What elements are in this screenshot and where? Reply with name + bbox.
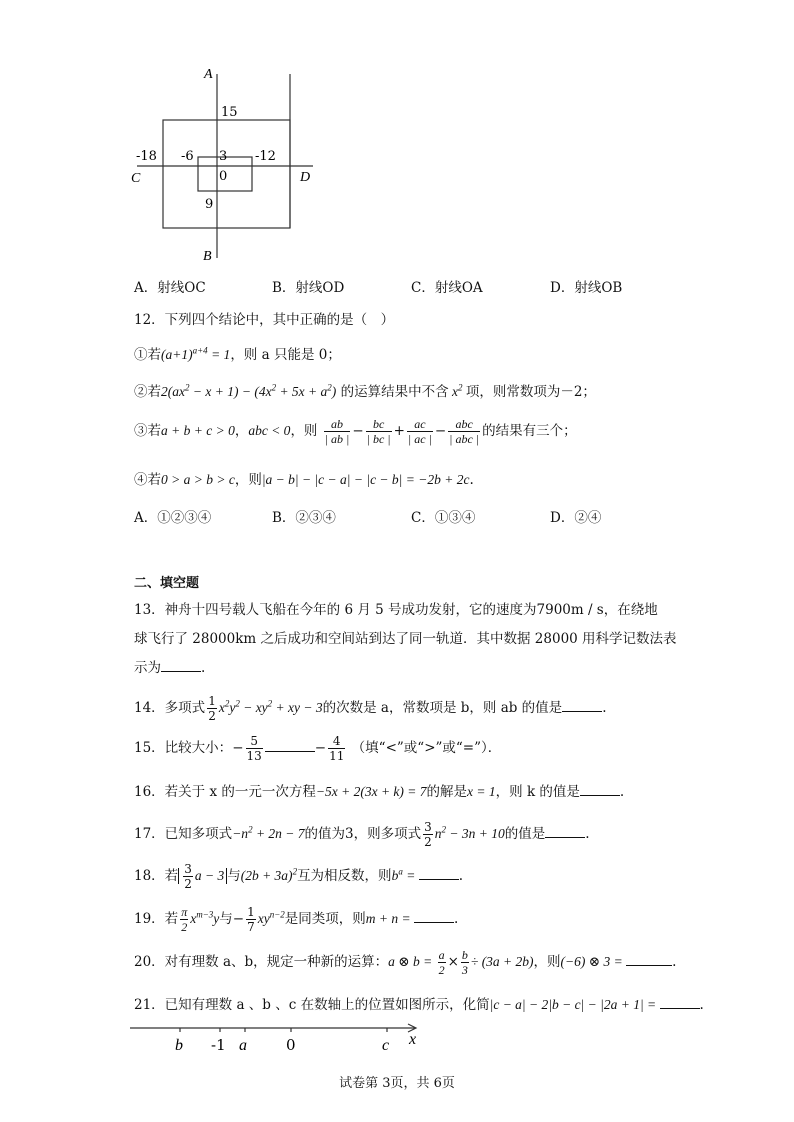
nl-label-c: c <box>382 1037 390 1054</box>
q13-answer-blank[interactable] <box>161 658 201 672</box>
label-C: C <box>131 171 141 186</box>
label-15: 15 <box>221 105 238 120</box>
number-line-figure <box>125 1020 435 1060</box>
nl-label-a: a <box>239 1037 247 1054</box>
q15: 15．比较大小：− $\frac{5}{13}$ − $\frac{4}{11}$ （填“<”或“>”或“=”）． <box>134 734 502 763</box>
q17: 17．已知多项式$-n^2 + 2n - 7$的值为3，则多项式 $\frac{3}{2}$ $n^2 - 3n + 10$的值是 . <box>134 820 590 849</box>
q13-line-2: 球飞行了 28000km 之后成功和空间站到达了同一轨道．其中数据 28000 用科学记数法表 <box>134 631 677 647</box>
q19: 19．若 $\frac{\pi}{2}$ $x^{m-3}y$与− $\frac{1}{7}$ $xy^{n-2}$是同类项，则m + n = . <box>134 905 459 934</box>
q19-answer-blank[interactable] <box>414 909 454 923</box>
nl-label-neg1: -1 <box>211 1036 226 1054</box>
q21: 21．已知有理数 a 、b 、c 在数轴上的位置如图所示，化简|c − a| − 2|b − c| − |2a + 1| = . <box>134 997 704 1013</box>
label-neg6: -6 <box>181 149 194 164</box>
label-B: B <box>203 249 212 262</box>
q11-option-d[interactable]: D．射线OB <box>550 280 623 296</box>
label-A: A <box>204 67 213 82</box>
q13-line-1: 13．神舟十四号载人飞船在今年的 6 月 5 号成功发射，它的速度为7900m / s，在绕地 <box>134 602 658 618</box>
q21-answer-blank[interactable] <box>660 995 700 1009</box>
q18-answer-blank[interactable] <box>419 866 459 880</box>
square-ray-figure <box>125 62 325 262</box>
label-D: D <box>300 170 311 185</box>
q15-answer-blank[interactable] <box>265 738 315 752</box>
q12-statement-1: ①若$(a+1)^{a+4} = 1$，则 a 只能是 0； <box>134 345 341 363</box>
q14-answer-blank[interactable] <box>562 698 602 712</box>
q13-line-3: 示为 . <box>134 660 206 676</box>
q12-statement-4: ④若0 > a > b > c，则|a − b| − |c − a| − |c − b| = −2b + 2c. <box>134 472 474 488</box>
q11-option-c[interactable]: C．射线OA <box>411 280 483 296</box>
label-9: 9 <box>205 197 214 212</box>
nl-label-b: b <box>175 1037 183 1054</box>
q12-statement-3: ③若a + b + c > 0，abc < 0，则 $\frac{ab}{| ab |}$ − $\frac{bc}{| bc |}$ + $\frac{ac}{| ac |}$ − $\frac{\text{abc}}{\text{| abc |}}$ 的结果有三个； <box>134 417 577 446</box>
q20-answer-blank[interactable] <box>626 952 672 966</box>
q12-option-a[interactable]: A．①②③④ <box>134 510 212 526</box>
q18: 18．若 $\frac{3}{2}$ a − 3 与$(2b + 3a)^2$互为相反数，则$b^a$ = . <box>134 862 463 891</box>
q16-answer-blank[interactable] <box>580 782 620 796</box>
q12-statement-2: ②若$2(ax^2 - x + 1) - (4x^2 + 5x + a^2)$ 的运算结果中不含 $x^2$ 项，则常数项为－2； <box>134 382 596 400</box>
q12-option-d[interactable]: D．②④ <box>550 510 602 526</box>
label-3: 3 <box>219 149 228 164</box>
q17-answer-blank[interactable] <box>545 824 585 838</box>
q14: 14．多项式 $\frac{1}{2}$ $x^2y^2 - xy^2$ + xy − 3的次数是 a，常数项是 b，则 ab 的值是 . <box>134 694 607 723</box>
q11-option-a[interactable]: A．射线OC <box>134 280 206 296</box>
label-neg12: -12 <box>255 149 276 164</box>
label-neg18: -18 <box>136 149 157 164</box>
q12-option-b[interactable]: B．②③④ <box>272 510 336 526</box>
label-0: 0 <box>219 169 228 184</box>
nl-label-0: 0 <box>286 1036 296 1054</box>
q11-option-b[interactable]: B．射线OD <box>272 280 345 296</box>
q12-stem: 12．下列四个结论中，其中正确的是（ ） <box>134 312 395 328</box>
page-footer: 试卷第 3页，共 6页 <box>339 1076 455 1091</box>
q20: 20．对有理数 a、b，规定一种新的运算：a ⊗ b = $\frac{a}{2}$ × $\frac{b}{3}$ ÷ (3a + 2b)，则(−6) ⊗ 3 = . <box>134 948 677 977</box>
nl-label-x: x <box>409 1031 417 1048</box>
section-heading: 二、填空题 <box>134 576 200 591</box>
q12-option-c[interactable]: C．①③④ <box>411 510 476 526</box>
q16: 16．若关于 x 的一元一次方程−5x + 2(3x + k) = 7的解是x = 1，则 k 的值是 . <box>134 784 625 800</box>
